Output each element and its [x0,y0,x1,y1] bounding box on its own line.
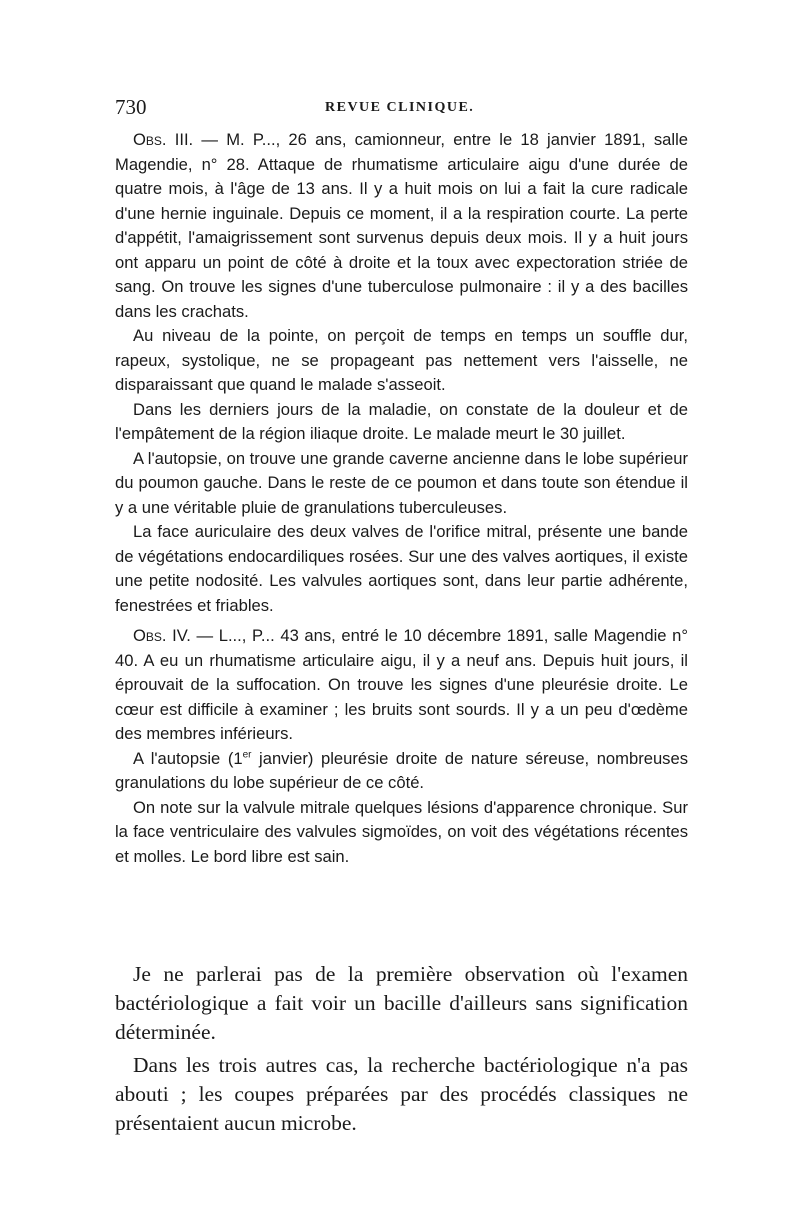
observation-text: — M. P..., 26 ans, camionneur, entre le 18 janvier 1891, salle Magendie, n° 28. Attaque de rhumatisme articulaire aigu d'une durée de quatre mois, à l'âge de 13 ans. Il y a huit mois on lui a fait la cure radicale d'une hernie inguinale. Depuis ce moment, il a la respiration courte. La perte d'appétit, l'amaigrissement sont survenus depuis deux mois. Il y a huit jours ont apparu un point de côté à droite et la toux avec expectoration striée de sang. On trouve les signes d'une tuberculose pulmonaire : il y a des bacilles dans les crachats. [115,130,688,321]
conclusion-paragraph: Je ne parlerai pas de la première observation où l'examen bactériologique a fait voir un bacille d'ailleurs sans signification déterminée. [115,962,688,1044]
page-number: 730 [115,95,147,119]
observation-3-paragraph: Dans les derniers jours de la maladie, on constate de la douleur et de l'empâtement de la région iliaque droite. Le malade meurt le 30 juillet. [115,399,688,443]
page-header [115,95,685,125]
observation-label: Obs. III. [133,130,194,149]
observation-4-paragraph: On note sur la valvule mitrale quelques lésions d'apparence chronique. Sur la face ventriculaire des valvules sigmoïdes, on voit des végétations récentes et molles. Le bord libre est sain. [115,797,688,866]
autopsy-text-end: janvier) pleurésie droite de nature séreuse, nombreuses granulations du lobe supérieur de ce côté. [115,748,689,792]
observation-3-paragraph: Au niveau de la pointe, on perçoit de temps en temps un souffle dur, rapeux, systolique, ne se propageant pas nettement vers l'aisselle, ne disparaissant que quand le malade s'asseoit. [115,326,688,394]
observation-text: — L..., P... 43 ans, entré le 10 décembre 1891, salle Magendie n° 40. A eu un rhumatisme articulaire aigu, il y a neuf ans. Depuis huit jours, il éprouvait de la suffocation. On trouve les signes d'une pleurésie droite. Le cœur est difficile à examiner ; les bruits sont sourds. Il y a un peu d'œdème des membres inférieurs. [115,626,688,743]
running-title: REVUE CLINIQUE. [325,100,475,115]
ordinal-suffix: er [242,748,252,760]
observation-3-intro [115,128,688,324]
autopsy-text-start: A l'autopsie (1 [133,748,243,768]
observations-section [115,128,688,869]
conclusion-section [115,960,688,1138]
observation-4-paragraph [115,747,688,796]
observation-3-paragraph: La face auriculaire des deux valves de l'orifice mitral, présente une bande de végétations endocardiliques rosées. Sur une des valves aortiques, il existe une petite nodosité. Les valvules aortiques sont, dans leur partie adhérente, fenestrées et friables. [115,522,688,615]
observation-label: Obs. IV. [133,626,191,645]
observation-3-paragraph: A l'autopsie, on trouve une grande caverne ancienne dans le lobe supérieur du poumon gauche. Dans le reste de ce poumon et dans toute son étendue il y a une véritable pluie de granulations tuberculeuses. [115,448,688,517]
observation-4-intro [115,624,688,747]
conclusion-paragraph: Dans les trois autres cas, la recherche bactériologique n'a pas abouti ; les coupes préparées par des procédés classiques ne présentaient aucun microbe. [115,1053,688,1135]
